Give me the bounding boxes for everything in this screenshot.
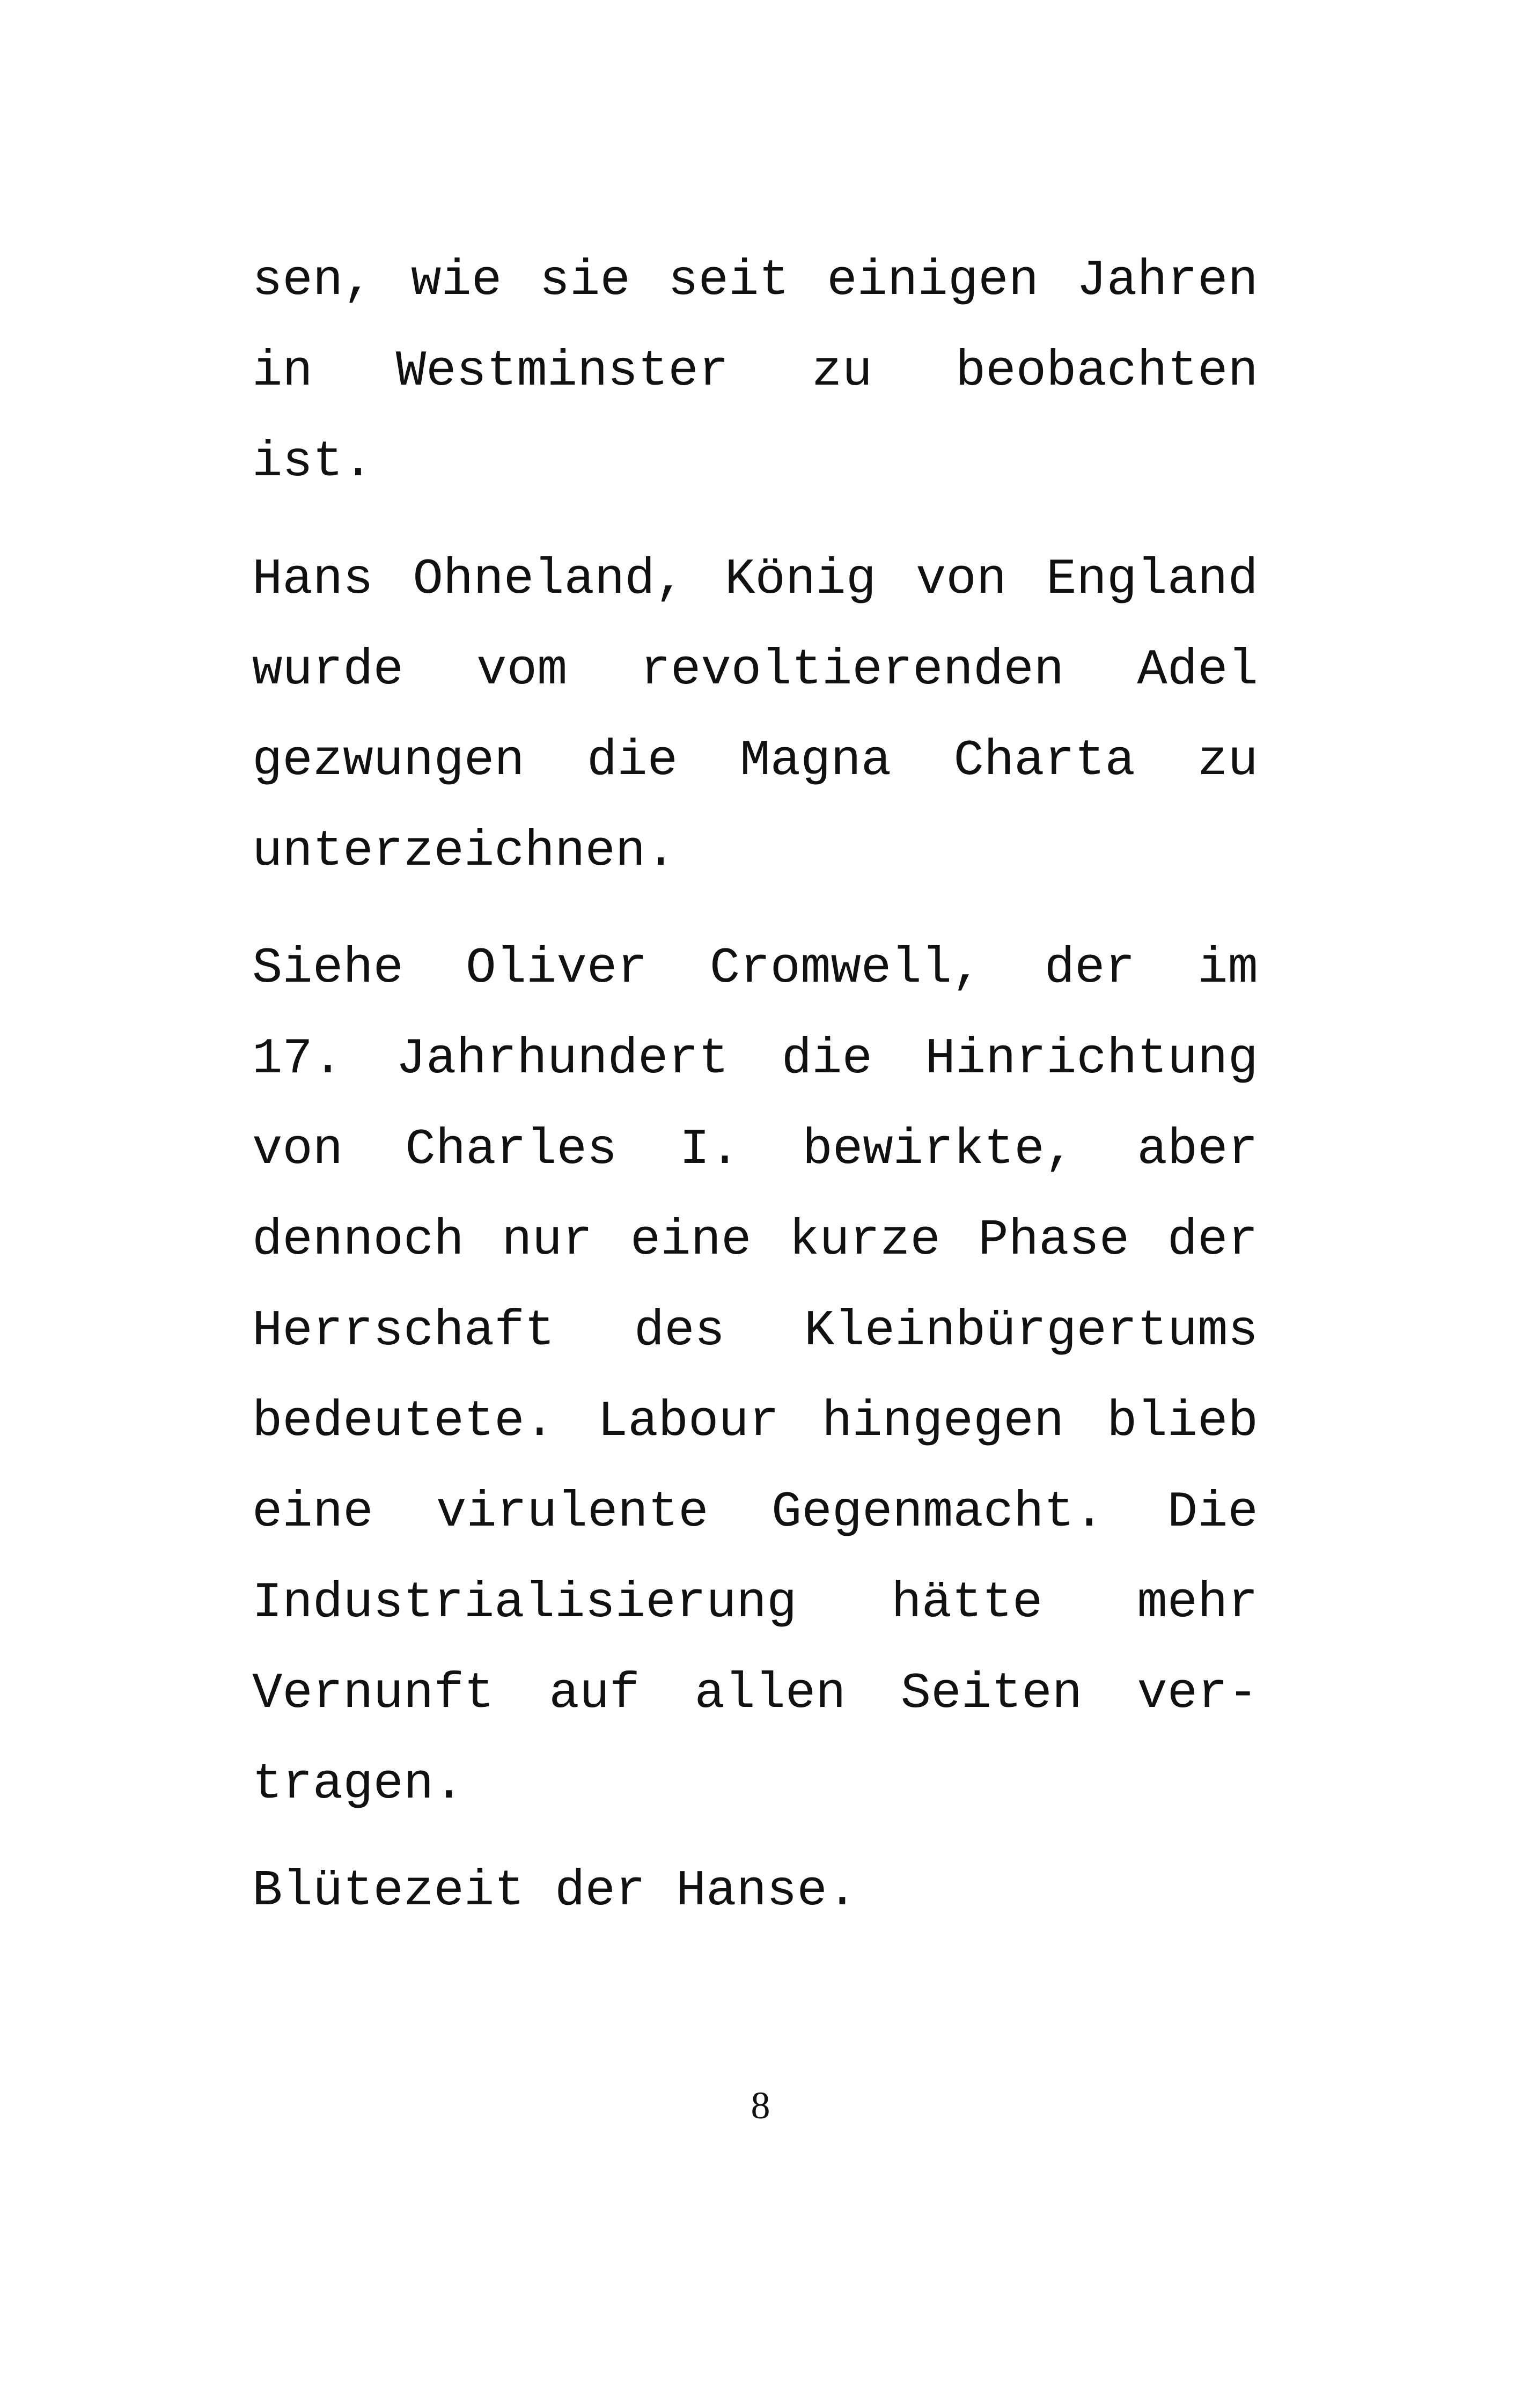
text-line — [252, 1740, 1258, 1830]
word: Charta — [953, 733, 1135, 790]
word: Kleinbürgertums — [804, 1303, 1258, 1360]
word: mehr — [1137, 1575, 1258, 1632]
text-line — [252, 1558, 1258, 1649]
word: eine — [252, 1484, 373, 1541]
text-line — [252, 1105, 1258, 1196]
text-line — [252, 1377, 1258, 1468]
word: 17. — [252, 1031, 343, 1088]
text-line — [252, 535, 1258, 625]
word: bedeutete. — [252, 1394, 555, 1450]
word: Labour — [597, 1394, 780, 1450]
word: kurze — [789, 1212, 940, 1269]
word: ist. — [252, 434, 373, 491]
text-line — [252, 1846, 1258, 1937]
word: Oliver — [466, 940, 648, 997]
word: in — [252, 343, 313, 400]
paragraph-hanse — [252, 1846, 1258, 1937]
word: Blütezeit — [252, 1863, 525, 1920]
word: von — [252, 1122, 343, 1179]
text-line — [252, 1196, 1258, 1286]
word: Ohneland, — [413, 551, 686, 608]
word: Jahrhundert — [395, 1031, 729, 1088]
word: hingegen — [821, 1394, 1064, 1450]
word: Vernunft — [252, 1666, 495, 1722]
word: Westminster — [395, 343, 729, 400]
word: unterzeichnen. — [252, 823, 676, 880]
word: dennoch — [252, 1212, 464, 1269]
text-line — [252, 1286, 1258, 1377]
word: König — [725, 551, 877, 608]
word: tragen. — [252, 1756, 464, 1813]
word: sen, — [252, 253, 373, 310]
word: wurde — [252, 642, 404, 699]
word: der — [1167, 1212, 1258, 1269]
text-line — [252, 625, 1258, 716]
paragraph-cromwell — [252, 924, 1258, 1830]
text-line — [252, 236, 1258, 327]
word: die — [781, 1031, 872, 1088]
word: Charles — [405, 1122, 618, 1179]
word: von — [916, 551, 1007, 608]
word: der — [555, 1863, 646, 1920]
word: wie — [411, 253, 502, 310]
word: Herrschaft — [252, 1303, 555, 1360]
word: seit — [668, 253, 789, 310]
word: Cromwell, — [709, 940, 982, 997]
word: Die — [1167, 1484, 1258, 1541]
text-line — [252, 807, 1258, 897]
word: Jahren — [1076, 253, 1258, 310]
word: Magna — [740, 733, 892, 790]
word: sie — [539, 253, 630, 310]
word: beobachten — [955, 343, 1258, 400]
page-number: 8 — [751, 2084, 770, 2127]
word: virulente — [436, 1484, 709, 1541]
word: Hinrichtung — [925, 1031, 1258, 1088]
word: zu — [1197, 733, 1258, 790]
word: England — [1046, 551, 1258, 608]
word: ver- — [1137, 1666, 1258, 1722]
text-line — [252, 716, 1258, 807]
word: nur — [502, 1212, 593, 1269]
text-line — [252, 327, 1258, 417]
paragraph-hans-ohneland — [252, 535, 1258, 897]
word: aber — [1137, 1122, 1258, 1179]
word: bewirkte, — [802, 1122, 1075, 1179]
word: Siehe — [252, 940, 404, 997]
text-line — [252, 417, 1258, 508]
paragraph-westminster — [252, 236, 1258, 508]
word: Seiten — [900, 1666, 1083, 1722]
word: Hans — [252, 551, 373, 608]
word: revoltierenden — [640, 642, 1064, 699]
word: auf — [549, 1666, 640, 1722]
word: gezwungen — [252, 733, 525, 790]
word: vom — [476, 642, 568, 699]
word: zu — [812, 343, 872, 400]
text-line — [252, 1649, 1258, 1740]
word: die — [586, 733, 678, 790]
word: eine — [630, 1212, 752, 1269]
word: blieb — [1106, 1394, 1258, 1450]
word: I. — [679, 1122, 740, 1179]
word: hätte — [891, 1575, 1043, 1632]
word: Phase — [978, 1212, 1130, 1269]
word: Hanse. — [675, 1863, 858, 1920]
text-line — [252, 1468, 1258, 1558]
word: Adel — [1137, 642, 1258, 699]
word: allen — [694, 1666, 846, 1722]
word: der — [1044, 940, 1135, 997]
text-line — [252, 1014, 1258, 1105]
text-line — [252, 924, 1258, 1014]
word: Gegenmacht. — [771, 1484, 1105, 1541]
word: des — [634, 1303, 725, 1360]
word: Industrialisierung — [252, 1575, 797, 1632]
word: einigen — [827, 253, 1039, 310]
word: im — [1197, 940, 1258, 997]
